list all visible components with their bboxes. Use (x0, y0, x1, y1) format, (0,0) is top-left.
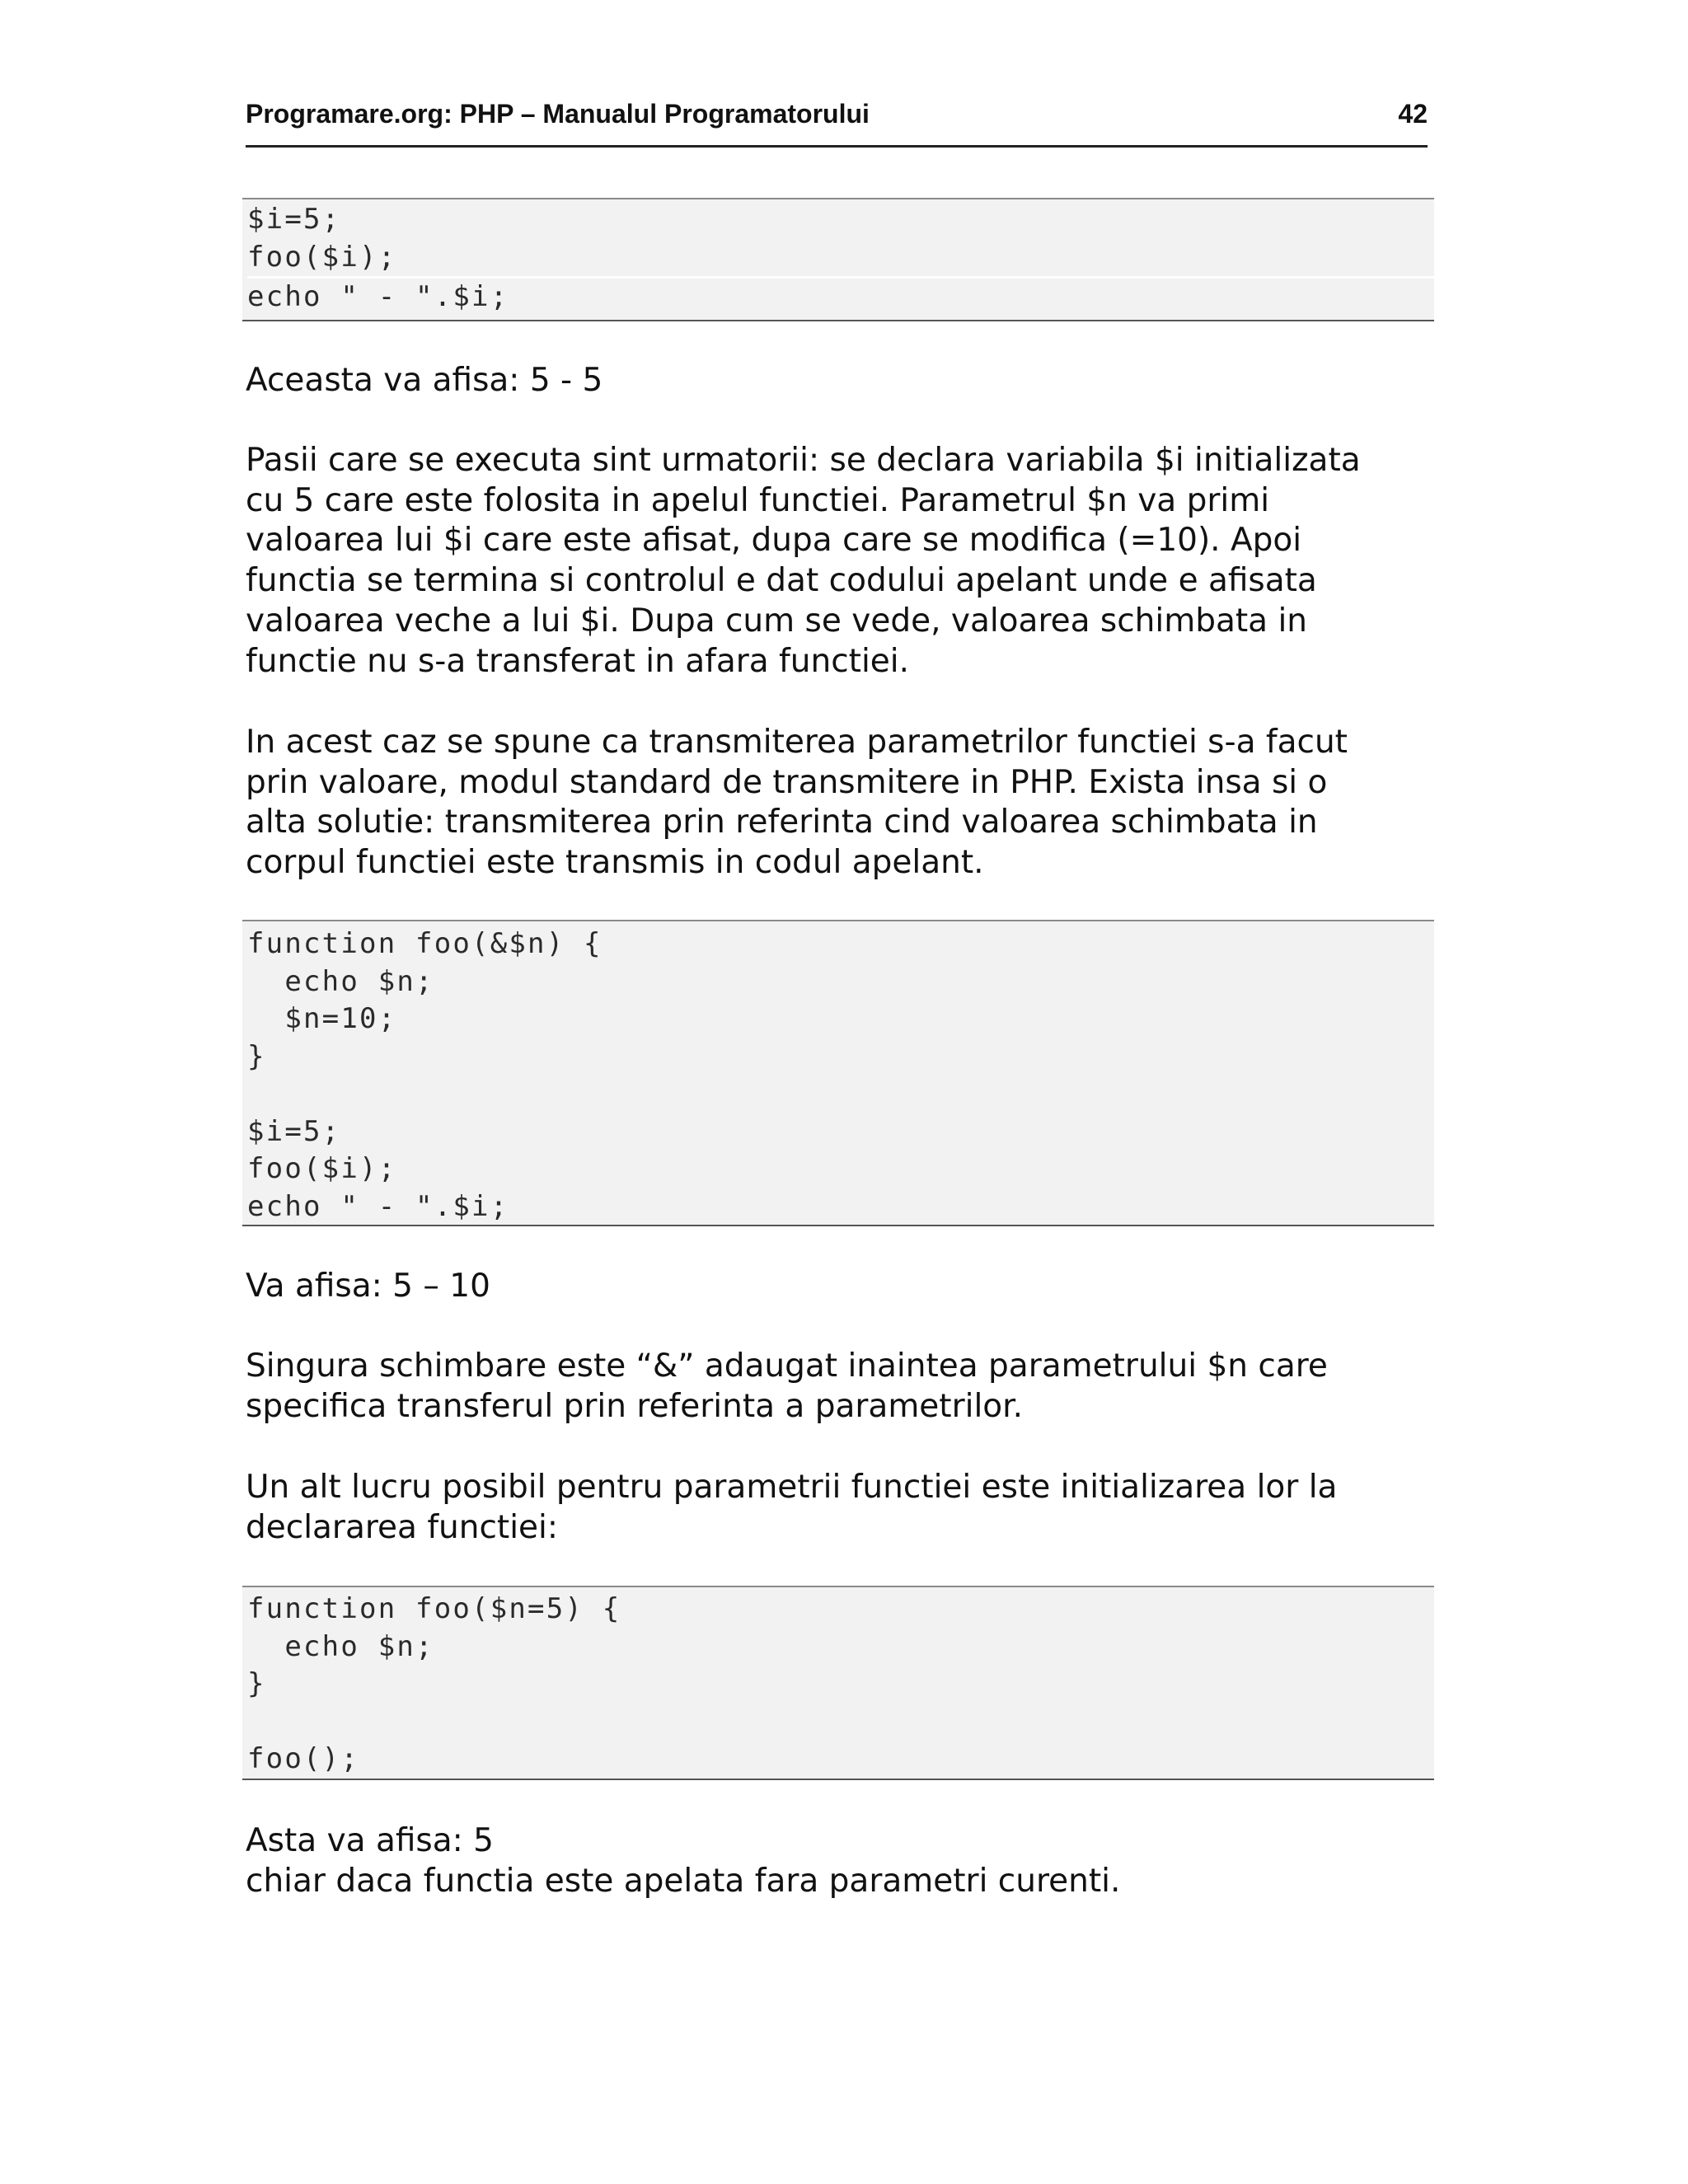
code-line: echo " - ".$i; (247, 1189, 509, 1223)
text-line: functie nu s-a transferat in afara functiei. (246, 642, 910, 680)
text-line: specifica transferul prin referinta a parametrilor. (246, 1387, 1024, 1425)
text-line: corpul functiei este transmis in codul apelant. (246, 844, 984, 882)
code-line: $i=5; (247, 203, 341, 236)
code-block-2 (242, 920, 1434, 1226)
code-line: $i=5; (247, 1114, 341, 1148)
paragraph-1 (246, 361, 1441, 401)
text-line: prin valoare, modul standard de transmitere in PHP. Exista insa si o (246, 763, 1328, 801)
code-line: echo " - ".$i; (247, 276, 1434, 316)
code-line: foo(); (247, 1742, 360, 1775)
code-line: } (247, 1039, 266, 1073)
code-line: echo $n; (247, 964, 434, 998)
paragraph-7 (246, 1821, 1441, 1901)
text-line: Aceasta va afisa: 5 - 5 (246, 362, 603, 399)
paragraph-3 (246, 723, 1441, 883)
code-line: foo($i); (247, 1152, 397, 1185)
text-line: cu 5 care este folosita in apelul functiei. Parametrul $n va primi (246, 481, 1270, 519)
text-line: Va afisa: 5 – 10 (246, 1268, 490, 1305)
code-line: } (247, 1667, 266, 1700)
paragraph-6 (246, 1468, 1441, 1548)
text-line: Singura schimbare este “&” adaugat inaintea parametrului $n care (246, 1347, 1328, 1385)
text-line: functia se termina si controlul e dat codului apelant unde e afisata (246, 562, 1317, 600)
paragraph-2 (246, 441, 1441, 682)
code-line: foo($i); (247, 240, 397, 274)
code-line: echo $n; (247, 1629, 434, 1663)
text-line: chiar daca functia este apelata fara parametri curenti. (246, 1862, 1121, 1900)
code-line: function foo($n=5) { (247, 1592, 621, 1625)
text-line: In acest caz se spune ca transmiterea parametrilor functiei s-a facut (246, 724, 1348, 761)
document-title: Programare.org: PHP – Manualul Programatorului (246, 99, 870, 129)
text-line: alta solutie: transmiterea prin referinta cind valoarea schimbata in (246, 804, 1318, 841)
page-header (246, 92, 1428, 148)
code-line: $n=10; (247, 1002, 397, 1035)
text-line: declararea functiei: (246, 1508, 559, 1546)
code-block-3 (242, 1586, 1434, 1780)
text-line: Asta va afisa: 5 (246, 1822, 494, 1859)
text-line: valoarea lui $i care este afisat, dupa care se modifica (=10). Apoi (246, 522, 1302, 560)
code-line (247, 1076, 1434, 1113)
paragraph-4 (246, 1267, 1441, 1307)
code-line (247, 1704, 1434, 1741)
paragraph-5 (246, 1347, 1441, 1427)
code-line: function foo(&$n) { (247, 927, 603, 960)
page-number: 42 (1398, 99, 1428, 129)
text-line: Un alt lucru posibil pentru parametrii functiei este initializarea lor la (246, 1469, 1338, 1506)
text-line: Pasii care se executa sint urmatorii: se declara variabila $i initializata (246, 442, 1361, 479)
code-block-1 (242, 198, 1434, 321)
text-line: valoarea veche a lui $i. Dupa cum se vede, valoarea schimbata in (246, 602, 1308, 640)
